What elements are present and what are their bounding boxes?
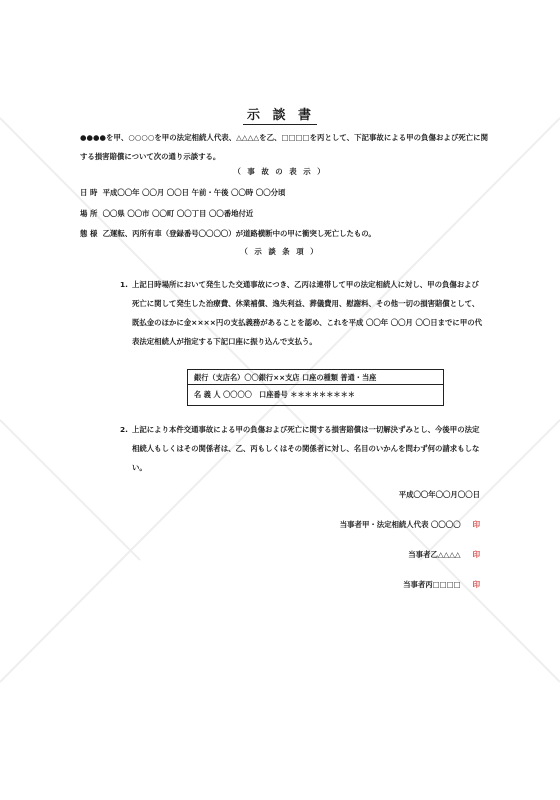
circumstance-value: 乙運転、丙所有車（登録番号〇〇〇〇）が道路横断中の甲に衝突し死亡したもの。 <box>102 229 376 238</box>
bank-branch-line: 銀行（支店名）〇〇銀行××支店 口座の種類 普通・当座 <box>194 373 377 382</box>
accident-circumstance-row <box>80 228 376 239</box>
clause-1 <box>120 275 484 351</box>
seal-mark-1: 印 <box>472 520 480 529</box>
bank-holder-line: 名 義 人 〇〇〇〇 口座番号 ＊＊＊＊＊＊＊＊＊ <box>194 390 355 399</box>
datetime-value: 平成〇〇年 〇〇月 〇〇日 午前・午後 〇〇時 〇〇分頃 <box>102 188 286 197</box>
party-1-name: 当事者甲・法定相続人代表 〇〇〇〇 <box>339 520 461 529</box>
bank-account-box <box>187 369 444 406</box>
seal-mark-3: 印 <box>472 580 480 589</box>
signature-party-1 <box>340 519 480 530</box>
document-title: 示 談 書 <box>0 104 560 123</box>
party-2-name: 当事者乙△△△△ <box>408 550 461 559</box>
signature-party-2 <box>408 549 480 560</box>
clause-1-text: 上記日時場所において発生した交通事故につき、乙丙は連帯して甲の法定相続人に対し、甲の負傷および死亡に関して発生した治療費、休業補償、逸失利益、葬儀費用、慰謝料、その他一切の損害賠償として、既払金のほかに金××××円の支払義務があることを認め、これを平成 〇〇年 〇〇月 〇〇日までに甲の代表法定相続人が指定する下記口座に振り込んで支払う。 <box>132 280 482 346</box>
party-3-name: 当事者丙□□□□ <box>403 580 461 589</box>
intro-paragraph: ●●●●を甲、○○○○を甲の法定相続人代表、△△△△を乙、□□□□を丙として、下記事故による甲の負傷および死亡に関する損害賠償について次の通り示談する。 <box>80 133 488 161</box>
bank-box-divider <box>188 384 443 385</box>
clause-2 <box>120 420 484 477</box>
signature-date: 平成〇〇年〇〇月〇〇日 <box>398 490 480 499</box>
circumstance-label: 態 様 <box>80 229 98 238</box>
location-label: 場 所 <box>80 209 98 218</box>
seal-mark-2: 印 <box>472 550 480 559</box>
signature-party-3 <box>403 579 480 590</box>
clause-1-number: 1. <box>120 280 128 289</box>
location-value: 〇〇県 〇〇市 〇〇町 〇〇丁目 〇〇番地付近 <box>102 209 254 218</box>
clause-2-number: 2. <box>120 425 128 434</box>
datetime-label: 日 時 <box>80 188 98 197</box>
accident-datetime-row <box>80 187 285 198</box>
accident-location-row <box>80 208 253 219</box>
terms-section-heading: （ 示 談 条 項 ） <box>240 247 320 256</box>
clause-2-text: 上記により本件交通事故による甲の負傷および死亡に関する損害賠償は一切解決ずみとし、今後甲の法定相続人もしくはその関係者は、乙、丙もしくはその関係者に対し、名目のいかんを問わず何の請求もしない。 <box>132 425 480 472</box>
accident-section-heading: （ 事 故 の 表 示 ） <box>233 167 327 176</box>
